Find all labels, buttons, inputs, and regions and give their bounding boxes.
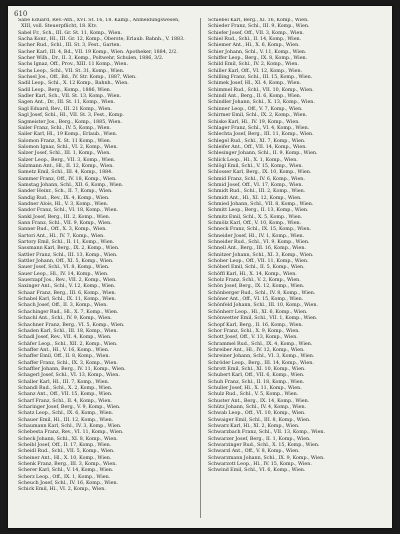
directory-entry: Sametz Emil, Schl., III. 4, Komp., 1884. <box>18 170 113 176</box>
directory-entry: Sacher Wilh., Dr., II. 3, Komp., Poltwehr, Schulen, 1886, 3/2. <box>18 56 164 62</box>
directory-entry: Schöberl Emil, Schl., II. 5, Komp., Wien. <box>208 265 305 271</box>
directory-entry: Schaffer Emil, Off., II. 8, Komp., Wien. <box>18 354 111 360</box>
directory-entry: Schwab Leop., Off., VI. 10, Komp., Wien. <box>208 411 306 417</box>
directory-entry: Schopf Karl, Berg., II. 16, Komp., Wien. <box>208 322 304 328</box>
directory-entry: Schneider Rud., Schl., VI. 9, Komp., Wien. <box>208 240 310 246</box>
directory-entry: Sabe Eduard, Rev.-Ath., XVI. St. 16, 18. Kamp., Anmeldungswesen, XIII, voll. Steuerpflicht, 18. Ktv. <box>18 18 180 30</box>
directory-entry: Sartori Ant., Hl., IV. 7, Komp., Wien. <box>18 233 105 239</box>
directory-entry: Schadl Josef, Rev., VII. 4, Komp., Wien. <box>18 335 112 341</box>
directory-entry: Sander Heinr., Sch., II. 7, Komp., Wien. <box>18 189 113 195</box>
directory-entry: Sartory Emil, Schl., II. 11, Komp., Wien. <box>18 240 115 246</box>
directory-entry: Schnell Ant., Berg., III. 16, Komp., Wien. <box>208 246 306 252</box>
directory-entry: Schuh Franz, Schl., II. 18, Komp., Wien. <box>208 379 305 385</box>
directory-entry: Schwarzer Josef, Berg., II. 1, Komp., Wien. <box>208 436 311 442</box>
directory-entry: Salzer Leop., Berg., VII. 3, Komp., Wien. <box>18 157 116 163</box>
directory-entry: Schwarzinger Rud., Schl., X. 15, Komp., Wien. <box>208 443 320 449</box>
directory-entry: Schiefer Josef, Off., VII. 3, Komp., Wien. <box>208 30 304 36</box>
directory-entry: Schönfeld Johann, Schl., III. 10, Komp., Wien. <box>208 303 318 309</box>
directory-entry: Schmied Johann, Schl., VII. 8, Komp., Wien. <box>208 201 314 207</box>
directory-entry: Sabel Fr., Sch., III. Gr. St. 11, Komp., Wien. <box>18 30 122 36</box>
directory-entry: Schagerl Josef, Schl., VI. 13, Komp., Wien. <box>18 373 120 379</box>
right-column <box>208 18 380 524</box>
directory-entry: Schabel Karl, Schl., IX. 11, Komp., Wien. <box>18 297 117 303</box>
directory-entry: Schor Franz, Schl., X. 9, Komp., Wien. <box>208 328 300 334</box>
directory-entry: Schulz Rud., Schl., V. 5, Komp., Wien. <box>208 392 299 398</box>
directory-entry: Schwarzl Ant., Off., V. 8, Komp., Wien. <box>208 449 300 455</box>
directory-entry: Schachinger Rud., Hl., X. 7, Komp., Wien. <box>18 309 119 315</box>
directory-entry: Schild Emil, Schl., IV. 2, Komp., Wien. <box>208 62 299 68</box>
directory-entry: Schaden Karl, Schl., III. 18, Komp., Wien. <box>18 328 118 334</box>
directory-entry: Schlegel Rud., Schl., XI. 7, Komp., Wien. <box>208 138 306 144</box>
directory-entry: Scheibl Josef, Off., II. 17, Komp., Wien. <box>18 443 112 449</box>
directory-entry: Schiebel Karl, Berg., XI. 16, Komp., Wien. <box>208 18 309 23</box>
directory-entry: Schöffl Karl, Hl., X. 14, Komp., Wien. <box>208 271 297 277</box>
directory-entry: Schilling Franz, Schl., III. 15, Komp., Wien. <box>208 75 313 81</box>
directory-entry: Sankl Josef, Berg., III. 2, Komp., Wien. <box>18 214 111 220</box>
directory-entry: Schott Josef, Off., V. 13, Komp., Wien. <box>208 335 298 341</box>
directory-entry: Sagl Josef, Schl., Hl., VII. St. 3, Fest., Komp. <box>18 113 124 119</box>
directory-entry: Schubert Karl, Off., VII. 6, Komp., Wien. <box>208 373 305 379</box>
directory-entry: Schenk Franz, Berg., III. 3, Komp., Wien. <box>18 462 117 468</box>
directory-entry: Schaffer Ant., Hl., V. 16, Komp., Wien. <box>18 347 110 353</box>
directory-entry: Schreiner Johann, Schl., VI. 3, Komp., Wien. <box>208 354 315 360</box>
directory-entry: Schöner Ant., Off., VI. 15, Komp., Wien. <box>208 297 304 303</box>
directory-entry: Schaller Karl, Hl., III. 7, Komp., Wien. <box>18 379 110 385</box>
directory-entry: Salzmann Ant., Hl., II. 12, Komp., Wien. <box>18 163 114 169</box>
directory-entry: Schachner Franz, Berg., VI. 5, Komp., Wien. <box>18 322 125 328</box>
directory-entry: Schlögl Emil, Schl., V. 15, Komp., Wien. <box>208 163 303 169</box>
directory-entry: Schlosser Karl, Berg., IX. 10, Komp., Wien. <box>208 170 312 176</box>
directory-entry: Sauer Josef, Schl., VI. 8, Komp., Wien. <box>18 265 110 271</box>
directory-entry: Salzer Josef, Schl., III. 1, Komp., Wien. <box>18 151 111 157</box>
directory-entry: Sagl Eduard, Rev., III. 21 Komp., Wien. <box>18 106 112 112</box>
directory-entry: Schachl Ant., Schl., IV. 9, Komp., Wien. <box>18 316 112 322</box>
directory-entry: Schröder Leop., Berg., III. 14, Komp., Wien. <box>208 360 314 366</box>
directory-entry: Sacher Rud., Schl., III. St. 3, Fest., Garten. <box>18 43 122 49</box>
directory-entry: Schneider Josef, Hl., IV. 1, Komp., Wien. <box>208 233 305 239</box>
directory-entry: Schinner Leop., Off., V. 7, Komp., Wien. <box>208 106 303 112</box>
directory-entry: Schönwetter Emil, Schl., VII. 1, Komp., Wien. <box>208 316 318 322</box>
directory-entry: Schwarz Karl, Hl., XI. 2, Komp., Wien. <box>208 424 300 429</box>
directory-entry: Schmitz Emil, Schl., X. 5, Komp., Wien. <box>208 214 303 220</box>
directory-entry: Schober Leop., Off., VII. 11, Komp., Wien. <box>208 259 309 265</box>
directory-entry: Sammer Franz, Off., IV. 18, Komp., Wien. <box>18 176 117 182</box>
directory-entry: Schauer Emil, Hl., III. 12, Komp., Wien. <box>18 417 114 423</box>
directory-entry: Sandner Alois, Hl., V. 3, Komp., Wien. <box>18 201 109 207</box>
directory-entry: Schirmer Emil, Schl., IX. 2, Komp., Wien. <box>208 113 308 119</box>
directory-entry: Schaumann Karl, Schl., IV. 3, Komp., Wien. <box>18 424 122 429</box>
page-number: 610 <box>14 10 28 18</box>
directory-entry: Scheidl Rud., Schl., VII. 5, Komp., Wien. <box>18 449 115 455</box>
directory-entry: Schandl Rud., Schl., X. 2, Komp., Wien. <box>18 385 113 391</box>
directory-entry: Scheiner Ant., Hl., X. 10, Komp., Wien. <box>18 455 112 461</box>
directory-entry: Schmid Josef, Off., VI. 17, Komp., Wien. <box>208 182 303 188</box>
directory-entry: Schleifer Ant., Off., VII. 14, Komp., Wien. <box>208 144 307 150</box>
directory-entry: Sauerzapf Jos., Rev., VII. 2, Komp., Wien. <box>18 278 117 284</box>
directory-entry: Schön Josef, Berg., IX. 12, Komp., Wien. <box>208 284 305 290</box>
directory-entry: Schreiber Ant., Hl., IV. 12, Komp., Wien. <box>208 347 305 353</box>
directory-entry: Sanner Rud., Off., X. 3, Komp., Wien. <box>18 227 107 233</box>
directory-entry: Sachsel Jos., Off., Bd., IV. Str. Komp., 1887, Wien. <box>18 75 137 81</box>
directory-entry: Schwarzbach Franz, Schl., VII. 13, Komp., Wien. <box>208 430 326 436</box>
directory-entry: Schnitzer Johann, Schl., XI. 3, Komp., Wien. <box>208 252 314 258</box>
left-column <box>18 18 190 524</box>
directory-entry: Sassmann Karl, Berg., IX. 2, Komp., Wien. <box>18 246 120 252</box>
directory-entry: Schönherr Leop., Hl., XI. 6, Komp., Wien. <box>208 309 308 315</box>
directory-entry: Sagen Ant., Dr., III. St. 11, Komp., Wien. <box>18 100 116 106</box>
directory-entry: Schuster Ant., Berg., IX. 14, Komp., Wien. <box>208 398 310 404</box>
directory-entry: Sachs Ignaz, Off., Prov., XIII. 11 Komp., Wien. <box>18 62 129 68</box>
directory-entry: Schrammel Rud., Schl., IX. 4, Komp., Wien. <box>208 341 313 347</box>
directory-entry: Schmidt Ant., Hl., XI. 12, Komp., Wien. <box>208 195 302 201</box>
directory-entry: Sacher Karl, III. 4, Bd., VII. 19 Komp., Wien. Apotheker, 1884, 2/2. <box>18 49 178 55</box>
directory-entry: Schindler Johann, Schl., X. 13, Komp., Wien. <box>208 100 315 106</box>
directory-entry: Scharf Franz, Schl., II. 4, Komp., Wien. <box>18 398 112 404</box>
directory-entry: Sailer Franz, Schl., IV. 5, Komp., Wien. <box>18 125 112 131</box>
directory-entry: Schmid Franz, Schl., IV. 6, Komp., Wien. <box>208 176 305 182</box>
directory-entry: Schmitt Leop., Berg., II. 13, Komp., Wien. <box>208 208 309 214</box>
directory-entry: Schindl Ant., Berg., II. 6, Komp., Wien. <box>208 94 302 100</box>
directory-entry: Schier Johann, Schl., V. 11, Komp., Wien. <box>208 49 307 55</box>
directory-entry: Sacha Konr., Hl., III. Gr. 12, Komp., Oberste, Erlaub. Bahnh., V. 1883. <box>18 37 185 43</box>
directory-entry: Schaar Franz, Berg., III. 6, Komp., Wien. <box>18 290 117 296</box>
directory-entry: Schrott Emil, Schl., XI. 10, Komp., Wien. <box>208 366 306 372</box>
directory-entry: Sann Franz, Schl., VII. 9, Komp., Wien. <box>18 221 112 226</box>
column-divider <box>200 18 201 518</box>
directory-entry: Scharinger Josef, Berg., V. 9, Komp., Wien. <box>18 404 121 410</box>
directory-entry: Schwaiger Emil, Schl., III. 8, Komp., Wien. <box>208 417 311 423</box>
directory-entry: Schebesta Franz, Rev., VI. 11, Komp., Wien. <box>18 430 124 436</box>
directory-entry: Schuller Josef, Hl., X. 11, Komp., Wien. <box>208 385 302 391</box>
directory-entry: Sandor Franz, Schl., VI. 18, Komp., Wien. <box>18 208 119 214</box>
directory-entry: Schatz Leop., Schl., IX. 6, Komp., Wien. <box>18 411 114 417</box>
directory-entry: Schwind Emil, Schl., VI. 6, Komp., Wien. <box>208 468 306 474</box>
directory-entry: Sattler Johann, Off., XI. 5, Komp., Wien. <box>18 259 114 265</box>
directory-entry: Schach Josef, Off., II. 3, Komp., Wien. <box>18 303 108 309</box>
directory-entry: Schiske Karl, Hl., IV. 19, Komp., Wien. <box>208 119 300 125</box>
directory-entry: Sadler Karl, Sch., VII. St. 13, Komp., Wien. <box>18 94 122 100</box>
directory-entry: Schieder Franz, Schl., III. 9, Komp., Wien. <box>208 24 310 30</box>
document-page <box>8 6 392 528</box>
directory-entry: Schwarzmann Johann, Schl., IX. 9, Komp., Wien. <box>208 455 325 461</box>
directory-entry: Schlesinger Johann, Schl., II. 9, Komp., Wien. <box>208 151 318 157</box>
directory-entry: Scheck Johann, Schl., XI. 8, Komp., Wien. <box>18 436 118 442</box>
directory-entry: Sauer Leop., Hl., IV. 14, Komp., Wien. <box>18 271 109 277</box>
directory-entry: Sandig Rud., Rev., IX. 4, Komp., Wien. <box>18 195 110 201</box>
directory-entry: Sagmeister Jos., Berg., Komp., 1885, Wien. <box>18 119 122 125</box>
directory-entry: Salomon Franz, X. St. 11 Komp., Wien. <box>18 138 112 144</box>
directory-entry: Sadil Leop., Berg., Komp., 1886, Wien. <box>18 87 112 93</box>
directory-entry: Salomon Ignaz, Schl., VI. 2, Komp., Wien. <box>18 144 118 150</box>
directory-entry: Scherz Leop., Off., IX. 1, Komp., Wien. <box>18 474 111 480</box>
directory-entry: Schiemer Ant., Hl., X. 6, Komp., Wien. <box>208 43 300 49</box>
directory-entry: Sattler Franz, Schl., III. 13, Komp., Wien. <box>18 252 118 258</box>
directory-entry: Schimmel Rud., Schl., VII. 10, Komp., Wien. <box>208 87 314 93</box>
directory-entry: Scholz Franz, Schl., V. 2, Komp., Wien. <box>208 278 301 284</box>
directory-entry: Schlechta Josef, Berg., III. 11, Komp., Wien. <box>208 132 314 138</box>
directory-entry: Schwarzott Leop., Hl., IV. 15, Komp., Wien. <box>208 462 312 468</box>
directory-entry: Schneck Franz, Schl., IX. 15, Komp., Wien. <box>208 227 312 233</box>
directory-entry: Schütz Johann, Schl., IV. 4, Komp., Wien. <box>208 404 307 410</box>
directory-entry: Schick Emil, Hl., VI. 2, Komp., Wien. <box>18 487 106 493</box>
directory-entry: Sachs Leop., Schl., VII. St. 31, Komp., Wien. <box>18 68 125 74</box>
directory-entry: Schiel Rud., Schl., II. 14, Komp., Wien. <box>208 37 302 43</box>
directory-entry: Sailer Karl, Hl., 19 Komp., Erlaub., Wien. <box>18 132 118 138</box>
directory-entry: Schaffer Franz, Schl., IX. 3, Komp., Wien. <box>18 360 118 366</box>
directory-entry: Schiffer Leop., Berg., IX. 8, Komp., Wien. <box>208 56 308 62</box>
directory-entry: Schaffler Johann, Berg., IV. 11, Komp., Wien. <box>18 366 126 372</box>
directory-entry: Schäfer Leop., Schl., XII. 2, Komp., Wien. <box>18 341 118 347</box>
directory-entry: Schönberger Rud., Schl., IV. 8, Komp., Wien. <box>208 290 316 296</box>
directory-entry: Schmölz Karl, Off., V. 10, Komp., Wien. <box>208 221 302 226</box>
directory-entry: Sadil Leop., Schl., X. 12 Komp., Bahnh., Wien. <box>18 81 129 87</box>
directory-entry: Schiller Karl, Off., VI. 12, Komp., Wien. <box>208 68 303 74</box>
directory-entry: Schmidt Rud., Schl., III. 2, Komp., Wien. <box>208 189 306 195</box>
directory-entry: Schimek Josef, Hl., XI. 4, Komp., Wien. <box>208 81 302 87</box>
directory-entry: Scherer Karl, Schl., V. 14, Komp., Wien. <box>18 468 114 474</box>
directory-entry: Schanz Ant., Off., VII. 15, Komp., Wien. <box>18 392 113 398</box>
directory-entry: Saxinger Ant., Schl., V. 12, Komp., Wien. <box>18 284 116 290</box>
directory-entry: Schlager Franz, Schl., VI. 4, Komp., Wien. <box>208 125 310 131</box>
directory-entry: Samstag Johann, Schl., XII. 6, Komp., Wien. <box>18 182 124 188</box>
directory-entry: Scheuch Josef, Schl., IV. 16, Komp., Wien. <box>18 481 119 487</box>
directory-entry: Schlick Leop., Hl., X. 1, Komp., Wien. <box>208 157 298 163</box>
